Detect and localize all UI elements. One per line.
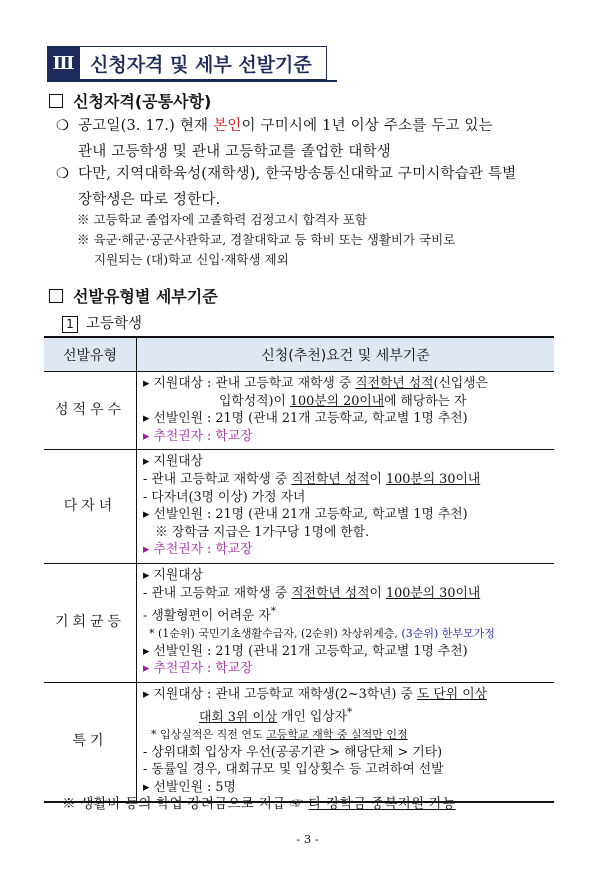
qualification-item-1: ❍ 공고일(3. 17.) 현재 본인이 구미시에 1년 이상 주소를 두고 있는 관내 고등학생 및 관내 고등학교를 졸업한 대학생 (56, 113, 551, 165)
page-number: - 3 - (296, 832, 319, 846)
section-title-text: 신청자격 및 세부 선발기준 (80, 46, 327, 80)
table-row (44, 450, 554, 564)
type-cell: 특기 (44, 682, 137, 802)
qualification-note-1: ※ 고등학교 졸업자에 고졸학력 검정고시 합격자 포함 (77, 212, 367, 227)
section-numeral: Ⅲ (47, 46, 80, 80)
table-row (44, 563, 554, 682)
requirements-cell: ▸ 지원대상 - 관내 고등학교 재학생 중 직전학년 성적이 100분의 30이내 - 다자녀(3명 이상) 가정 자녀 ▸ 선발인원 : 21명 (관내 21개 고등학교, 학교별 1명 추천) ※ 장학금 지급은 1가구당 1명에 한함. ▸ 추천권자 : 학교장 (137, 450, 555, 564)
boxed-number: 1 (62, 316, 78, 333)
checkbox-square-icon (49, 94, 63, 108)
requirements-cell: ▸ 지원대상 : 관내 고등학교 재학생 중 직전학년 성적(신입생은 입학성적)이 100분의 20이내에 해당하는 자 ▸ 선발인원 : 21명 (관내 21개 고등학교, 학교별 1명 추천) ▸ 추천권자 : 학교장 (137, 372, 555, 450)
requirements-cell: ▸ 지원대상 - 관내 고등학교 재학생 중 직전학년 성적이 100분의 30이내 - 생활형편이 어려운 자* * (1순위) 국민기초생활수급자, (2순위) 차상위계층, (3순위) 한부모가정 ▸ 선발인원 : 21명 (관내 21개 고등학교, 학교별 1명 추천) ▸ 추천권자 : 학교장 (137, 563, 555, 682)
criteria-table (44, 336, 554, 803)
checkbox-square-icon (49, 289, 63, 303)
qualification-item-2: ❍ 다만, 지역대학육성(재학생), 한국방송통신대학교 구미시학습관 특별 장학생은 따로 정한다. (56, 161, 551, 213)
section-underline (47, 80, 337, 82)
criteria-heading: 선발유형별 세부기준 (49, 284, 218, 307)
type-cell: 기회균등 (44, 563, 137, 682)
table-header-row (44, 337, 554, 372)
header-requirements: 신청(추천)요건 및 세부기준 (137, 337, 555, 372)
circle-bullet-icon: ❍ (56, 118, 69, 134)
table-row (44, 372, 554, 450)
type-cell: 다자녀 (44, 450, 137, 564)
circle-bullet-icon: ❍ (56, 166, 69, 182)
footnote: ※ 생활비 등의 학업 장려금으로 지급 ☞ 타 장학금 중복지원 가능 (62, 796, 456, 812)
highlight-self: 본인 (213, 118, 242, 134)
qualification-heading: 신청자격(공통사항) (49, 89, 211, 112)
type-cell: 성적우수 (44, 372, 137, 450)
table-row (44, 682, 554, 802)
header-type: 선발유형 (44, 337, 137, 372)
qualification-note-2: ※ 육군·해군·공군사관학교, 경찰대학교 등 학비 또는 생활비가 국비로 지원되는 (대)학교 신입·재학생 제외 (77, 232, 456, 267)
section-title (47, 46, 327, 80)
requirements-cell: ▸ 지원대상 : 관내 고등학교 재학생(2~3학년) 중 도 단위 이상 대회 3위 이상 개인 입상자* * 입상실적은 직전 연도 고등학교 재학 중 실적만 인정 - 상위대회 입상자 우선(공공기관 > 해당단체 > 기타) - 동률일 경우, 대회규모 및 입상횟수 등 고려하여 선발 ▸ 선발인원 : 5명 (137, 682, 555, 802)
subsection-high-school: 1 고등학생 (62, 312, 142, 333)
